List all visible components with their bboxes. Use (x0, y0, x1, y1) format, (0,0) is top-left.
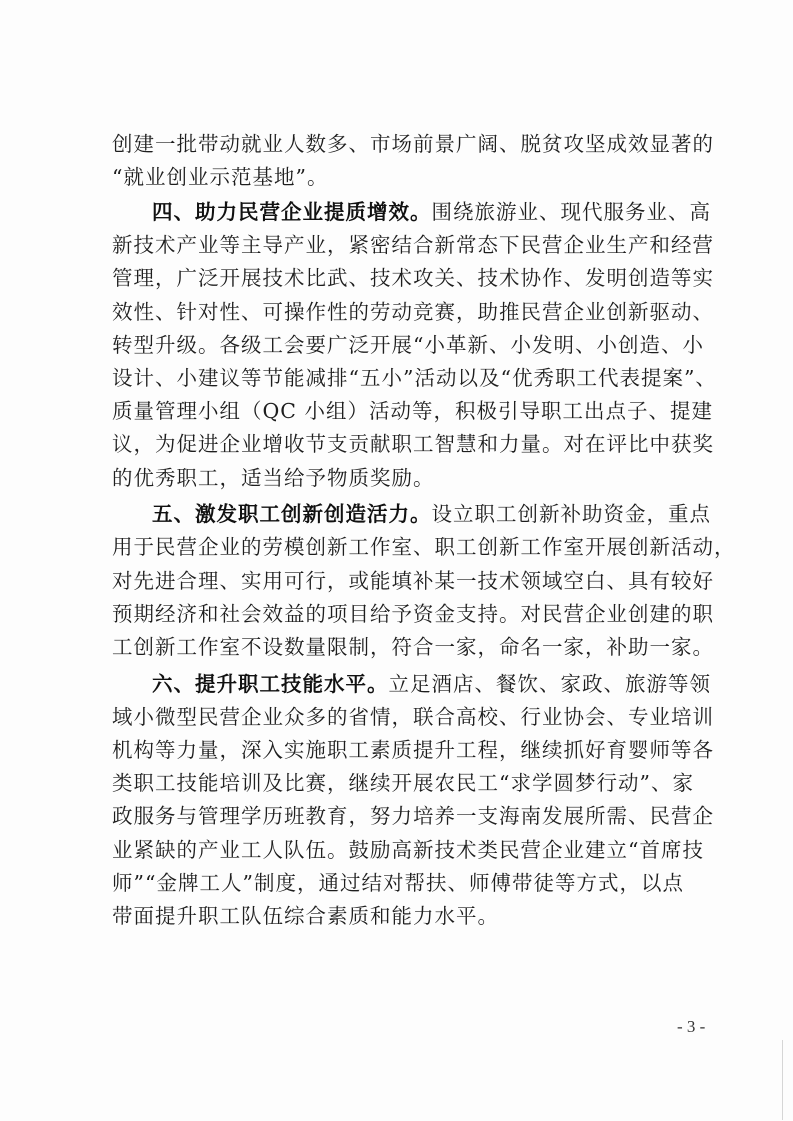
line-text: 带面提升职工队伍综合素质和能力水平。 (112, 904, 499, 928)
line-text: 域小微型民营企业众多的省情，联合高校、行业协会、专业培训 (112, 705, 714, 729)
text-line (112, 566, 714, 596)
line-text: 新技术产业等主导产业，紧密结合新常态下民营企业生产和经营 (112, 233, 714, 257)
line-text: 业紧缺的产业工人队伍。鼓励高新技术类民营企业建立“首席技 (112, 838, 704, 862)
text-line (112, 632, 714, 662)
line-text: 政服务与管理学历班教育，努力培养一支海南发展所需、民营企 (112, 804, 714, 828)
scan-edge-divider (782, 1040, 783, 1120)
text-line (112, 297, 714, 327)
section-4-heading: 四、助力民营企业提质增效。 (152, 200, 432, 224)
line-text: 对先进合理、实用可行，或能填补某一技术领域空白、具有较好 (112, 569, 714, 593)
line-text: 效性、针对性、可操作性的劳动竞赛，助推民营企业创新驱动、 (112, 300, 714, 324)
section-5-first-line (152, 499, 711, 529)
text-line (112, 263, 714, 293)
text-line (112, 768, 694, 798)
line-text: 转型升级。各级工会要广泛开展“小革新、小发明、小创造、小 (112, 333, 704, 357)
section-5-heading: 五、激发职工创新创造活力。 (152, 502, 432, 526)
line-text: 立足酒店、餐饮、家政、旅游等领 (388, 672, 711, 696)
text-line (112, 735, 714, 765)
line-text: 类职工技能培训及比赛，继续开展农民工“求学圆梦行动”、家 (112, 771, 694, 795)
line-text: 设立职工创新补助资金，重点 (431, 502, 711, 526)
text-line (112, 129, 714, 159)
line-text: 围绕旅游业、现代服务业、高 (431, 200, 711, 224)
text-line (112, 162, 328, 192)
text-line (112, 835, 704, 865)
line-text: 机构等力量，深入实施职工素质提升工程，继续抓好育婴师等各 (112, 738, 714, 762)
text-line (112, 363, 717, 393)
line-text: 创建一批带动就业人数多、市场前景广阔、脱贫攻坚成效显著的 (112, 132, 714, 156)
line-text: 设计、小建议等节能减排“五小”活动以及“优秀职工代表提案”、 (112, 366, 717, 390)
line-text: 预期经济和社会效益的项目给予资金支持。对民营企业创建的职 (112, 602, 714, 626)
page-number: - 3 - (677, 1017, 706, 1036)
text-line (112, 230, 714, 260)
text-line (112, 801, 714, 831)
text-line (112, 599, 714, 629)
line-text: 师”“金牌工人”制度，通过结对帮扶、师傅带徒等方式，以点 (112, 871, 684, 895)
line-text: 管理，广泛开展技术比武、技术攻关、技术协作、发明创造等实 (112, 266, 714, 290)
text-line (112, 330, 704, 360)
section-6-heading: 六、提升职工技能水平。 (152, 672, 389, 696)
line-text: 用于民营企业的劳模创新工作室、职工创新工作室开展创新活动， (112, 535, 736, 559)
text-line (112, 463, 435, 493)
line-text: 质量管理小组（QC 小组）活动等，积极引导职工出点子、提建 (112, 399, 714, 423)
text-line (112, 532, 736, 562)
line-text: 的优秀职工，适当给予物质奖励。 (112, 466, 435, 490)
section-6-first-line (152, 669, 711, 699)
text-line (112, 901, 499, 931)
section-4-first-line (152, 197, 711, 227)
text-line (112, 396, 713, 426)
line-text: “就业创业示范基地”。 (112, 165, 329, 189)
line-text: 工创新工作室不设数量限制，符合一家，命名一家，补助一家。 (112, 635, 714, 659)
line-text: 议，为促进企业增收节支贡献职工智慧和力量。对在评比中获奖 (112, 432, 714, 456)
text-line (112, 702, 714, 732)
text-line (112, 429, 714, 459)
text-line (112, 868, 684, 898)
